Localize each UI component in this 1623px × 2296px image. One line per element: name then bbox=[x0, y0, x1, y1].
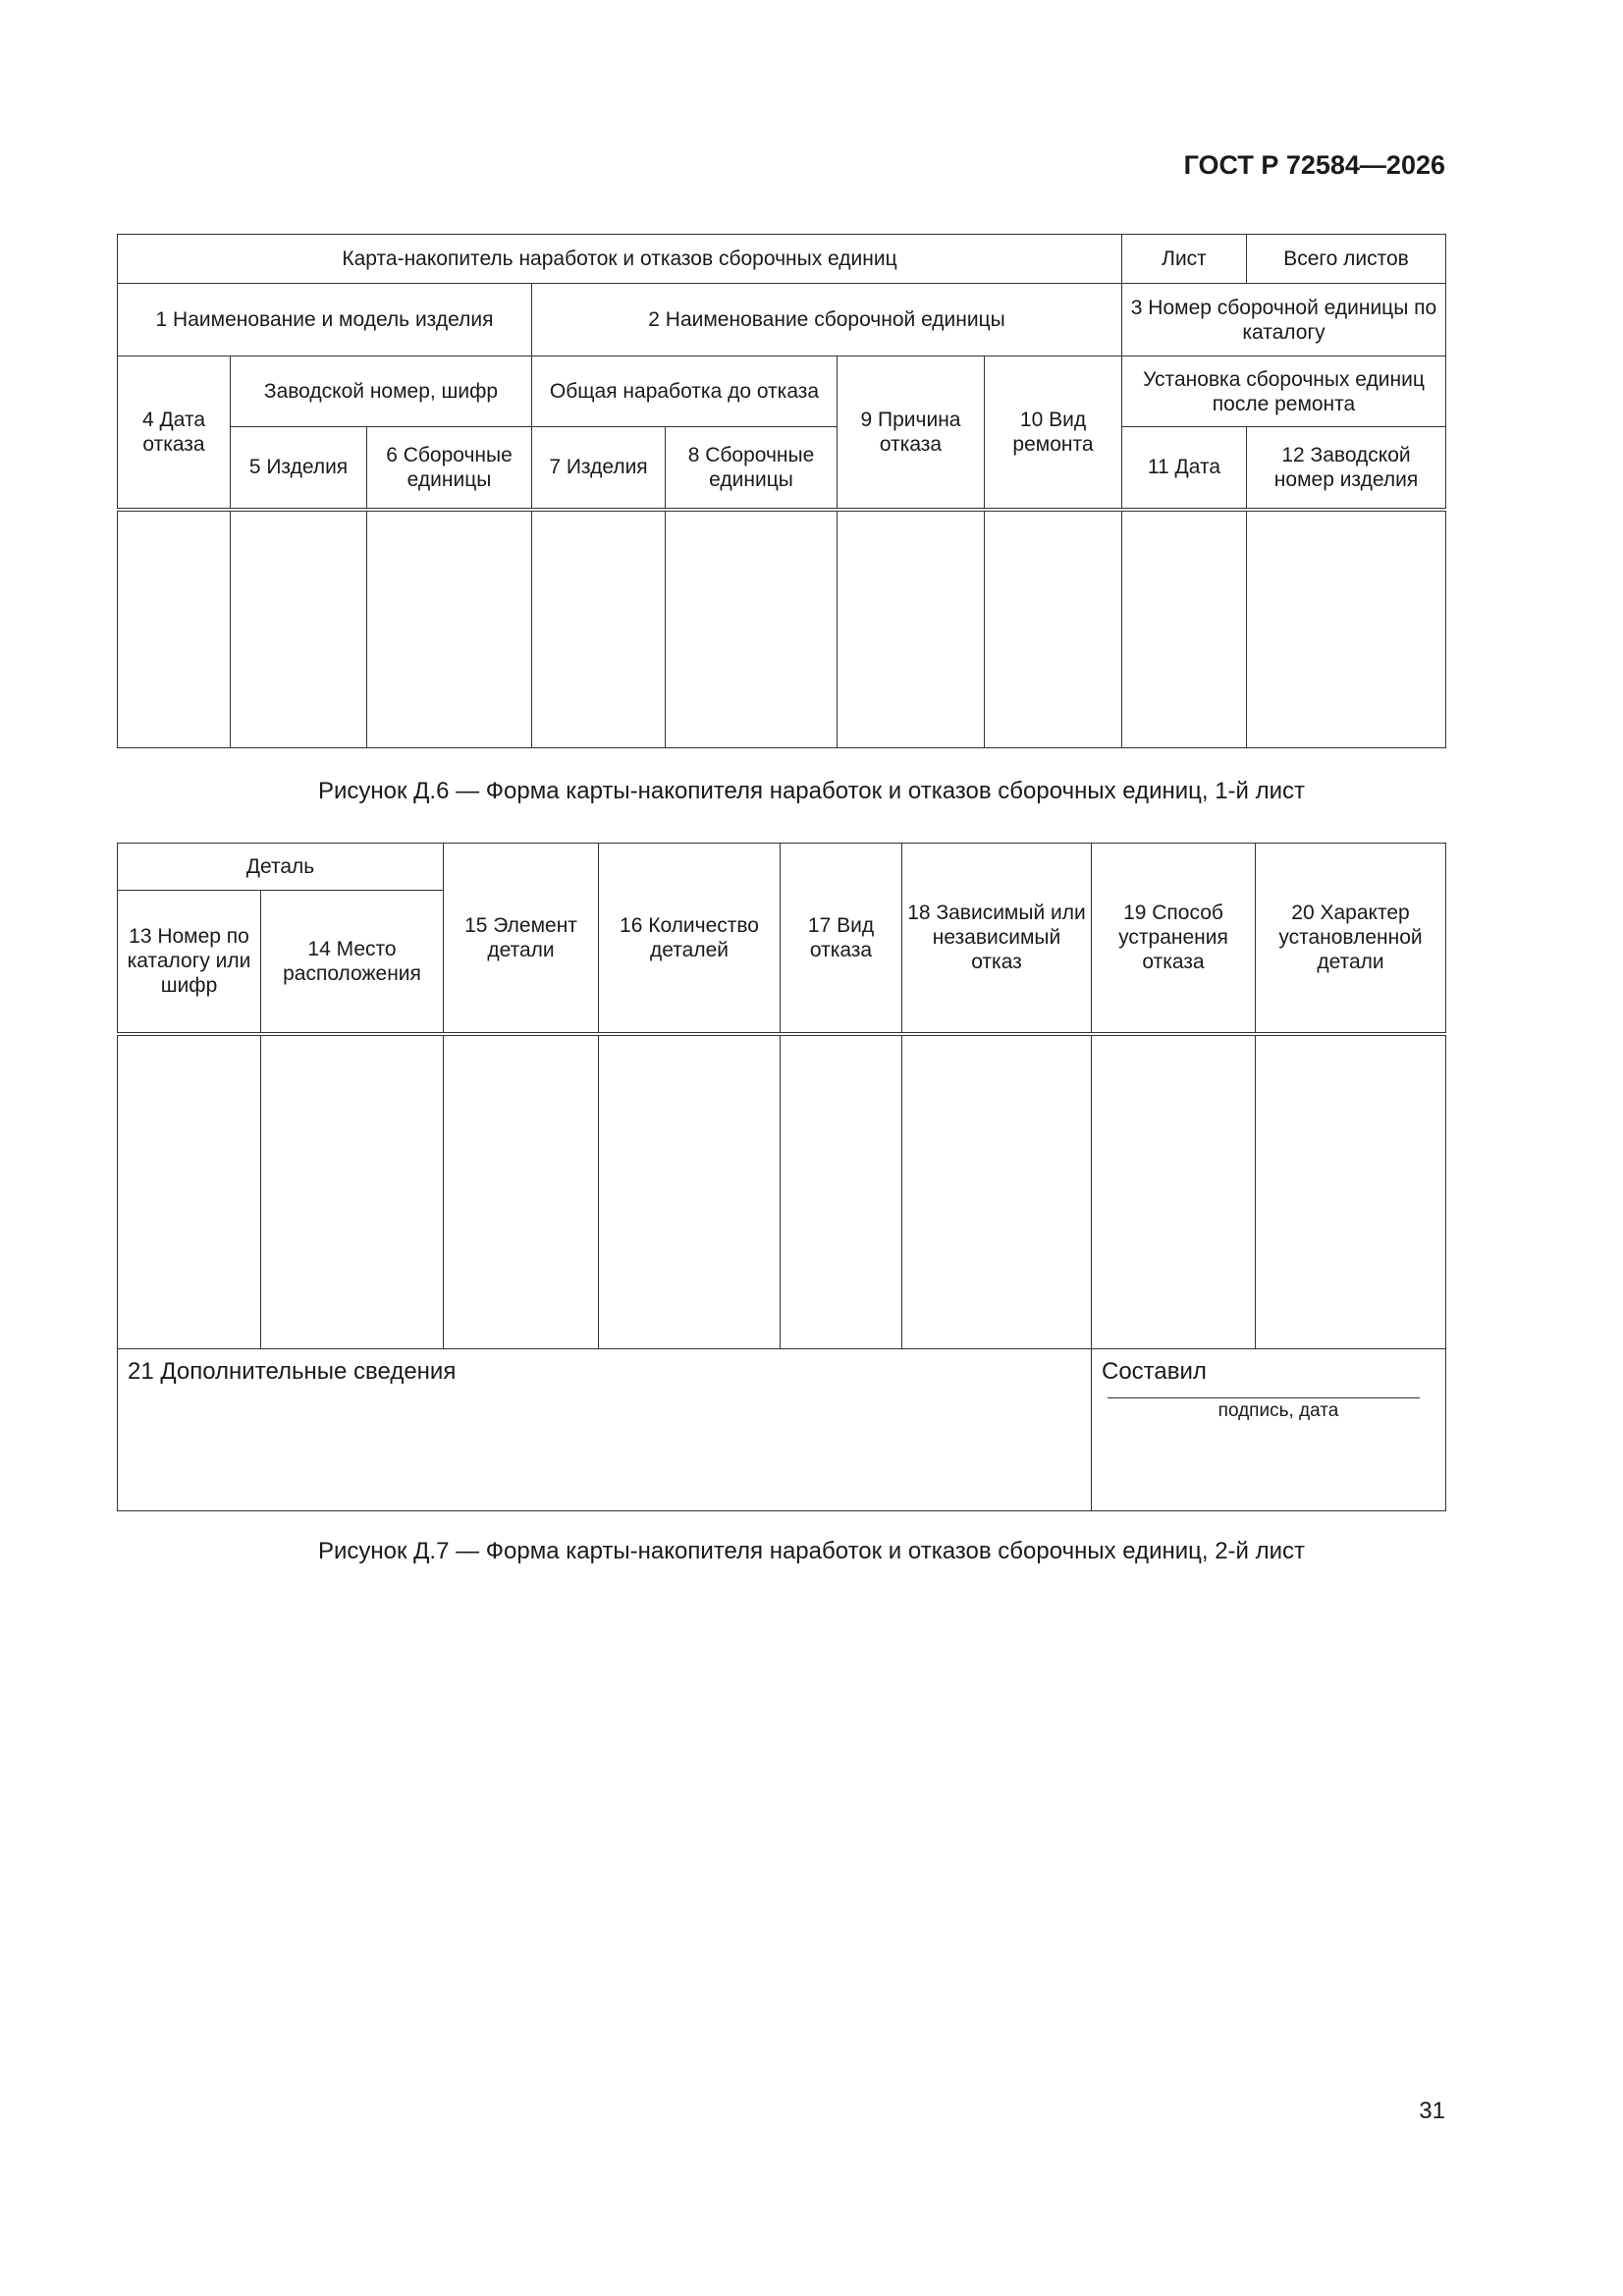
cell bbox=[261, 1034, 444, 1349]
cell bbox=[118, 1034, 261, 1349]
table-row bbox=[118, 510, 1446, 748]
page-number: 31 bbox=[1419, 2098, 1445, 2124]
col-failure-cause: 9 Причина отказа bbox=[838, 356, 985, 510]
signature-caption: подпись, дата bbox=[1217, 1400, 1339, 1421]
col-serial-assembly: 6 Сборочные единицы bbox=[367, 427, 532, 510]
sheet-label: Лист bbox=[1122, 235, 1247, 284]
cell bbox=[838, 510, 985, 748]
cell bbox=[367, 510, 532, 748]
cell bbox=[231, 510, 367, 748]
col-part-quantity: 16 Количество деталей bbox=[599, 844, 781, 1034]
compiled-by-block bbox=[1092, 1349, 1446, 1511]
additional-info-field: 21 Дополнительные сведения bbox=[118, 1349, 1092, 1511]
cell bbox=[1092, 1034, 1256, 1349]
col-serial-product: 5 Изделия bbox=[231, 427, 367, 510]
col-catalog-number: 3 Номер сборочной единицы по каталогу bbox=[1122, 284, 1446, 356]
col-part-element: 15 Элемент детали bbox=[444, 844, 599, 1034]
col-failure-date: 4 Дата отказа bbox=[118, 356, 231, 510]
form-sheet-1 bbox=[117, 234, 1446, 748]
col-installed-part-nature: 20 Характер установленной детали bbox=[1256, 844, 1446, 1034]
col-install-date: 11 Дата bbox=[1122, 427, 1247, 510]
cell bbox=[1247, 510, 1446, 748]
col-runtime-assembly: 8 Сборочные единицы bbox=[666, 427, 838, 510]
col-part-location: 14 Место расположения bbox=[261, 891, 444, 1034]
form-sheet-2 bbox=[117, 843, 1446, 1511]
group-serial-number: Заводской номер, шифр bbox=[231, 356, 532, 427]
cell bbox=[599, 1034, 781, 1349]
total-sheets-label: Всего листов bbox=[1247, 235, 1446, 284]
table-row bbox=[118, 1034, 1446, 1349]
col-part-catalog-number: 13 Номер по каталогу или шифр bbox=[118, 891, 261, 1034]
col-dependent-failure: 18 Зависимый или независимый отказ bbox=[902, 844, 1092, 1034]
figure-caption-d7: Рисунок Д.7 — Форма карты-накопителя наработок и отказов сборочных единиц, 2-й лист bbox=[317, 1538, 1306, 1564]
group-total-runtime: Общая наработка до отказа bbox=[532, 356, 838, 427]
group-installation: Установка сборочных единиц после ремонта bbox=[1122, 356, 1446, 427]
col-failure-type: 17 Вид отказа bbox=[781, 844, 902, 1034]
cell bbox=[666, 510, 838, 748]
col-product-serial: 12 Заводской номер изделия bbox=[1247, 427, 1446, 510]
cell bbox=[532, 510, 666, 748]
cell bbox=[1256, 1034, 1446, 1349]
standard-code: ГОСТ Р 72584—2026 bbox=[1183, 150, 1445, 180]
cell bbox=[118, 510, 231, 748]
form-title: Карта-накопитель наработок и отказов сборочных единиц bbox=[118, 235, 1122, 284]
cell bbox=[1122, 510, 1247, 748]
group-part: Деталь bbox=[118, 844, 444, 891]
col-product-name: 1 Наименование и модель изделия bbox=[118, 284, 532, 356]
cell bbox=[444, 1034, 599, 1349]
compiled-by-label: Составил bbox=[1102, 1358, 1207, 1385]
figure-caption-d6: Рисунок Д.6 — Форма карты-накопителя наработок и отказов сборочных единиц, 1-й лист bbox=[317, 778, 1306, 804]
col-runtime-product: 7 Изделия bbox=[532, 427, 666, 510]
col-elimination-method: 19 Способ устранения отказа bbox=[1092, 844, 1256, 1034]
cell bbox=[985, 510, 1122, 748]
col-repair-type: 10 Вид ремонта bbox=[985, 356, 1122, 510]
col-assembly-unit-name: 2 Наименование сборочной единицы bbox=[532, 284, 1122, 356]
cell bbox=[781, 1034, 902, 1349]
cell bbox=[902, 1034, 1092, 1349]
